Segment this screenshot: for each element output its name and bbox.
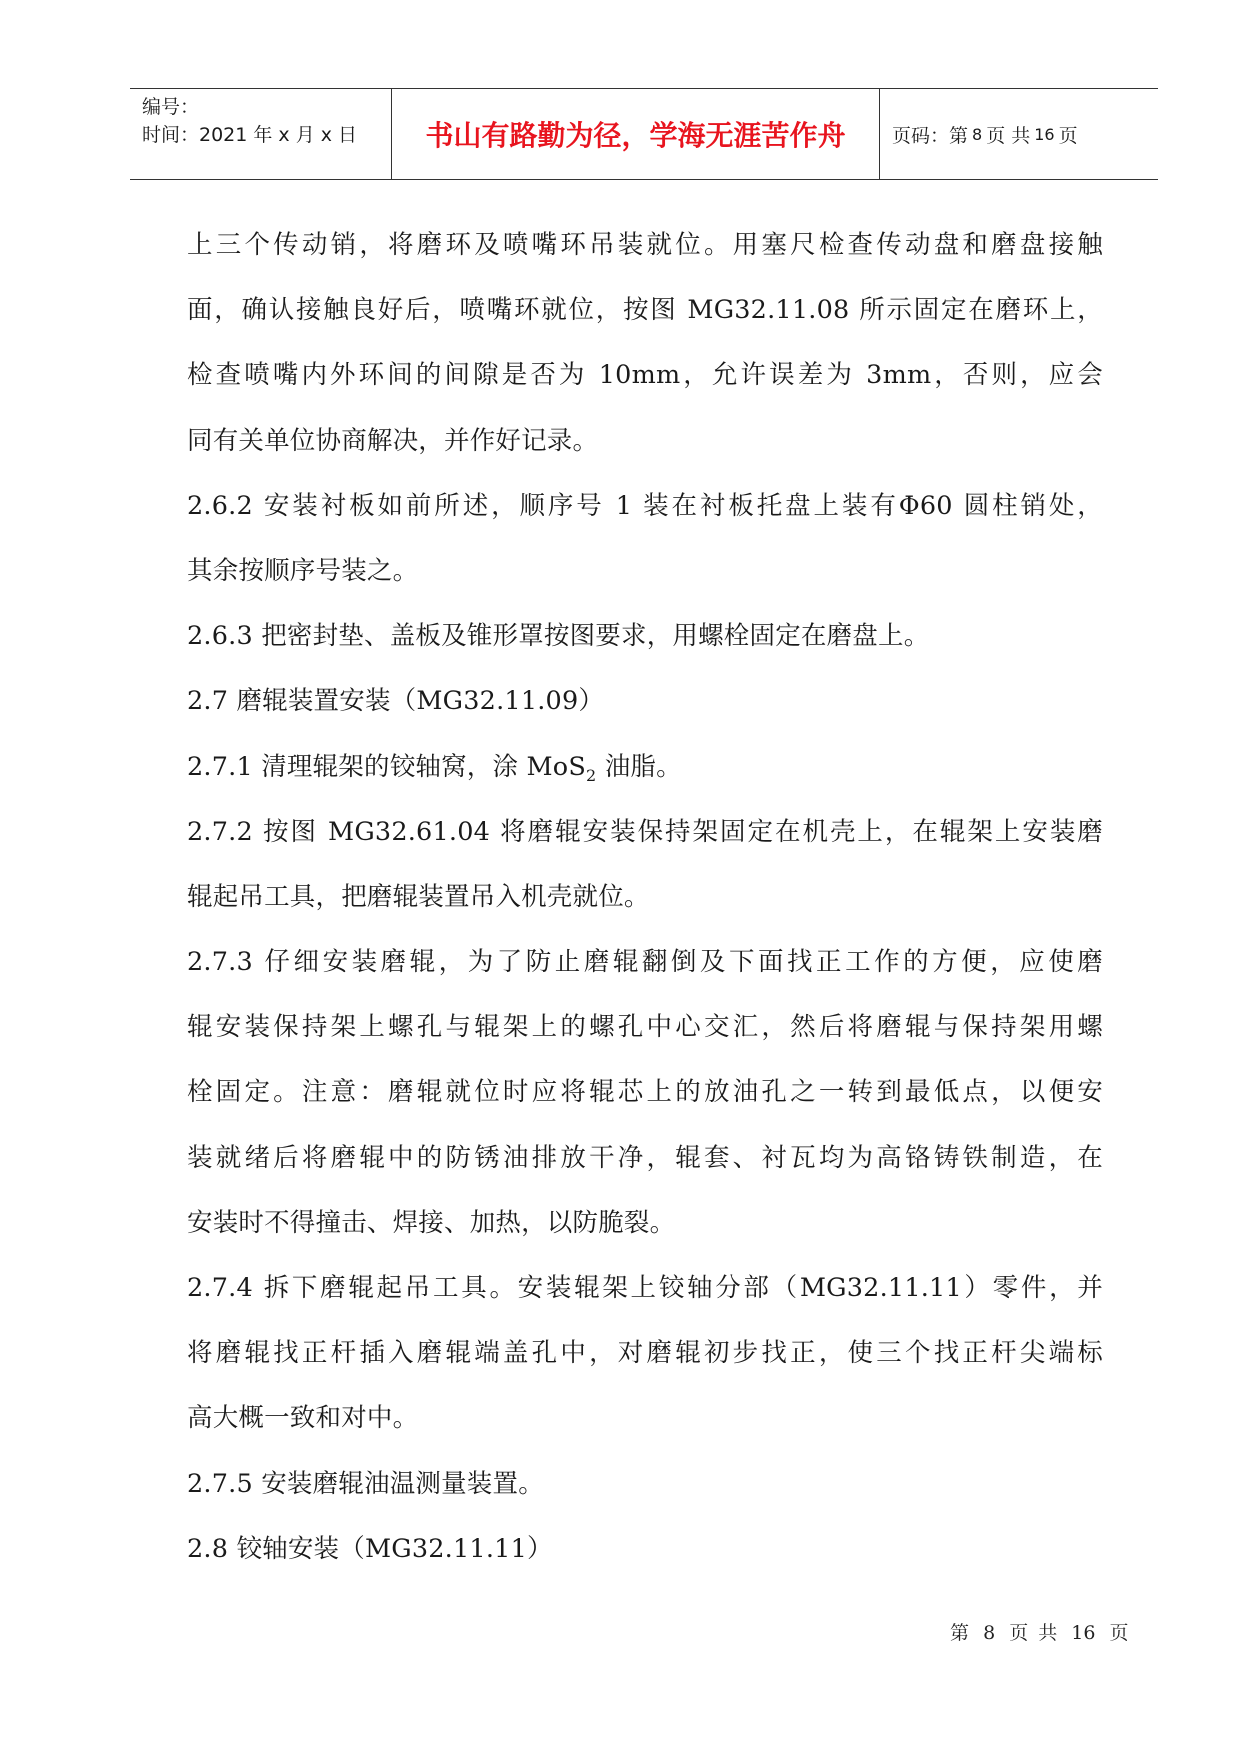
body-line-mos2 [187, 735, 1103, 800]
header-page-number: 8 [972, 124, 983, 144]
body-line: 同有关单位协商解决，并作好记录。 [187, 425, 599, 456]
code-label: 编号： [142, 96, 200, 118]
footer-page-number: 8 [983, 1622, 996, 1644]
header-meta [130, 89, 392, 179]
footer-suffix: 页 [1109, 1622, 1129, 1644]
time-label: 时间：2021 年 x 月 x 日 [142, 124, 358, 146]
body-line: 2.6.2 安装衬板如前所述，顺序号 1 装在衬板托盘上装有Φ60 圆柱销处， [187, 490, 1103, 521]
subscript-2: 2 [586, 765, 597, 785]
document-body [187, 213, 1103, 1582]
body-line: 2.7.3 仔细安装磨辊，为了防止磨辊翻倒及下面找正工作的方便，应使磨 [187, 947, 1103, 978]
header-page-prefix: 页码：第 [892, 124, 969, 147]
header-motto: 书山有路勤为径，学海无涯苦作舟 [392, 89, 880, 179]
section-heading: 2.8 铰轴安装（MG32.11.11） [187, 1533, 553, 1564]
header-page-suffix: 页 [1058, 124, 1078, 147]
body-line: 其余按顺序号装之。 [187, 555, 419, 586]
header-page-total: 16 [1034, 124, 1055, 144]
body-line: 辊安装保持架上螺孔与辊架上的螺孔中心交汇，然后将磨辊与保持架用螺 [187, 1012, 1103, 1043]
footer-prefix: 第 [950, 1622, 970, 1644]
page-header [130, 88, 1158, 180]
footer-mid: 页 共 [1009, 1622, 1058, 1644]
body-line: 辊起吊工具，把磨辊装置吊入机壳就位。 [187, 881, 650, 912]
line-text: 油脂。 [596, 751, 682, 782]
body-line: 装就绪后将磨辊中的防锈油排放干净，辊套、衬瓦均为高铬铸铁制造，在 [187, 1142, 1103, 1173]
body-line: 2.6.3 把密封垫、盖板及锥形罩按图要求，用螺栓固定在磨盘上。 [187, 621, 930, 652]
body-line: 2.7.4 拆下磨辊起吊工具。安装辊架上铰轴分部（MG32.11.11）零件，并 [187, 1273, 1103, 1303]
header-page-info [880, 89, 1158, 179]
body-line: 上三个传动销，将磨环及喷嘴环吊装就位。用塞尺检查传动盘和磨盘接触 [187, 230, 1103, 260]
page-footer [950, 1618, 1129, 1645]
body-line: 安装时不得撞击、焊接、加热，以防脆裂。 [187, 1207, 676, 1238]
body-line: 将磨辊找正杆插入磨辊端盖孔中，对磨辊初步找正，使三个找正杆尖端标 [187, 1338, 1103, 1369]
body-line: 2.7.5 安装磨辊油温测量装置。 [187, 1468, 544, 1499]
body-line: 2.7.2 按图 MG32.61.04 将磨辊安装保持架固定在机壳上，在辊架上安装磨 [187, 816, 1103, 847]
footer-page-total: 16 [1071, 1622, 1096, 1644]
body-line: 高大概一致和对中。 [187, 1403, 419, 1434]
section-heading: 2.7 磨辊装置安装（MG32.11.09） [187, 686, 605, 717]
header-page-mid: 页 共 [986, 124, 1031, 147]
body-line: 检查喷嘴内外环间的间隙是否为 10mm，允许误差为 3mm，否则，应会 [187, 360, 1103, 391]
line-text: 2.7.1 清理辊架的铰轴窝，涂 MoS [187, 751, 587, 782]
body-line: 面，确认接触良好后，喷嘴环就位，按图 MG32.11.08 所示固定在磨环上， [187, 295, 1103, 326]
body-line: 栓固定。注意：磨辊就位时应将辊芯上的放油孔之一转到最低点，以便安 [187, 1077, 1103, 1108]
